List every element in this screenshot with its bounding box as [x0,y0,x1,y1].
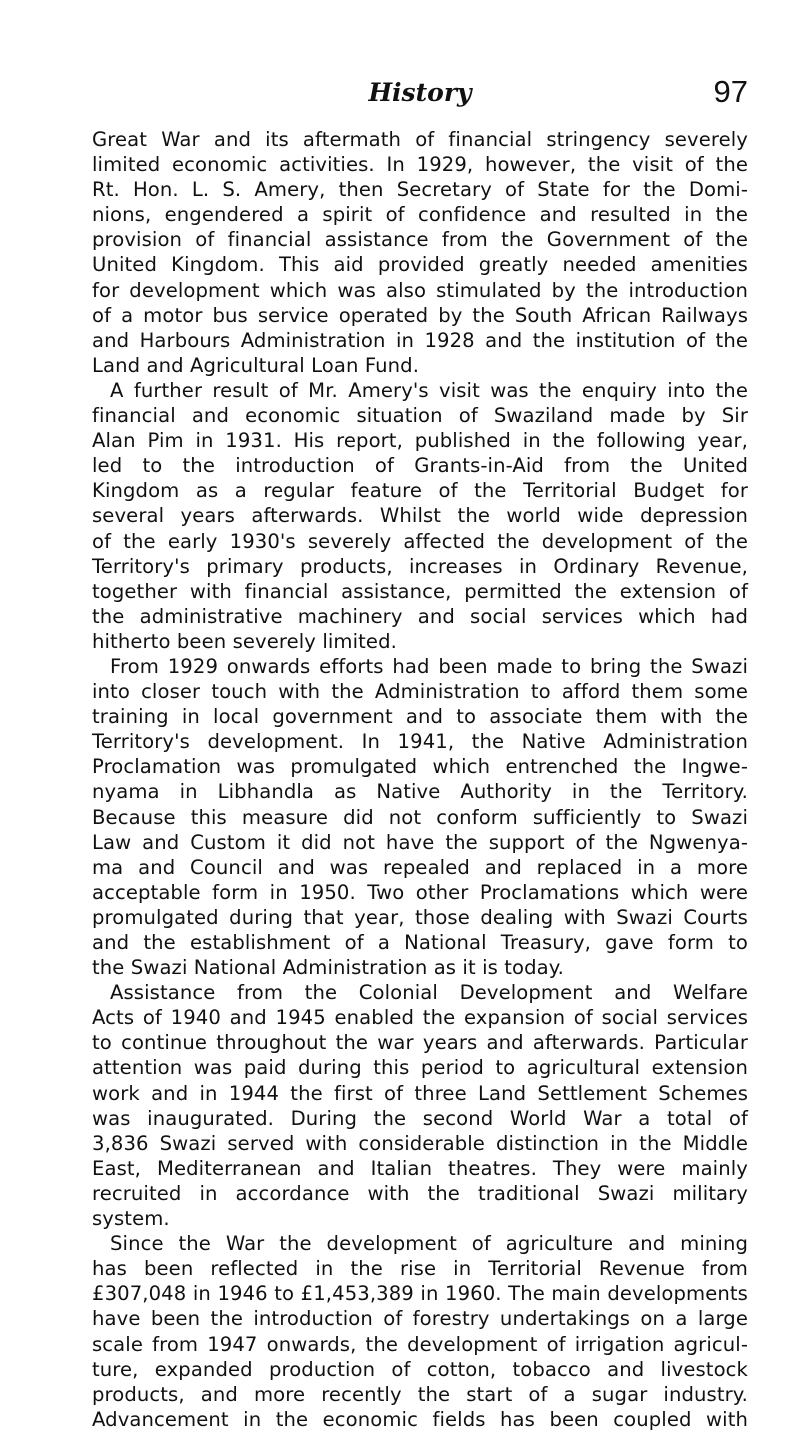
text-line: Great War and its aftermath of financial stringency severely [92,128,748,151]
running-title: History [368,78,472,107]
text-line: Law and Custom it did not have the support of the Ngwenya- [92,830,748,854]
text-line: recruited in accordance with the traditional Swazi military [92,1181,748,1205]
text-line: Assistance from the Colonial Development and Welfare [110,981,748,1005]
text-line: training in local government and to associate them with the [92,705,748,729]
text-line: United Kingdom. This aid provided greatly needed amenities [92,253,748,277]
text-line: Proclamation was promulgated which entrenched the Ingwe- [92,755,748,779]
text-line: Land and Agricultural Loan Fund. [92,353,420,377]
text-line: Rt. Hon. L. S. Amery, then Secretary of State for the Domi- [92,178,748,202]
text-line: work and in 1944 the first of three Land Settlement Schemes [92,1081,748,1105]
text-line: ma and Council and was repealed and replaced in a more [92,855,748,879]
text-line: limited economic activities. In 1929, however, the visit of the [92,153,748,177]
text-line: and Harbours Administration in 1928 and the institution of the [92,328,748,352]
text-line: A further result of Mr. Amery's visit was the enquiry into the [110,378,748,402]
text-line: provision of financial assistance from the Government of the [92,228,748,252]
paragraph [92,1231,748,1432]
text-line: to continue throughout the war years and afterwards. Particular [92,1031,748,1055]
text-line: Acts of 1940 and 1945 enabled the expansion of social services [92,1006,748,1030]
text-line: Territory's development. In 1941, the Native Administration [92,730,748,754]
text-line: led to the introduction of Grants-in-Aid from the United [92,454,748,478]
paragraph [92,980,748,1231]
text-line: the administrative machinery and social services which had [92,604,748,628]
paragraph [92,127,748,378]
text-line: financial and economic situation of Swaziland made by Sir [92,404,748,428]
text-line: 3,836 Swazi served with considerable distinction in the Middle [92,1131,748,1155]
text-line: and the establishment of a National Treasury, gave form to [92,931,748,954]
paragraph [92,654,748,980]
text-line: hitherto been severely limited. [92,629,397,653]
text-line: of the early 1930's severely affected the development of the [92,529,748,553]
text-line: into closer touch with the Administration to afford them some [92,680,748,704]
running-header [92,72,748,112]
text-line: was inaugurated. During the second World War a total of [92,1106,748,1130]
text-line: the Swazi National Administration as it is today. [92,956,565,980]
text-line: attention was paid during this period to agricultural extension [92,1056,748,1080]
text-line: Alan Pim in 1931. His report, published in the following year, [92,429,748,453]
text-line: Advancement in the economic fields has been coupled with [92,1407,748,1431]
text-line: several years afterwards. Whilst the world wide depression [92,504,748,528]
text-line: promulgated during that year, those dealing with Swazi Courts [92,905,748,929]
text-line: system. [92,1207,170,1231]
text-line: scale from 1947 onwards, the development of irrigation agricul- [92,1332,748,1356]
paragraph [92,378,748,654]
text-line: of a motor bus service operated by the South African Railways [92,303,748,327]
text-line: products, and more recently the start of a sugar industry. [92,1382,748,1406]
text-line: Because this measure did not conform sufficiently to Swazi [92,805,748,829]
text-line: has been reflected in the rise in Territorial Revenue from [92,1257,748,1281]
text-line: ture, expanded production of cotton, tobacco and livestock [92,1357,748,1381]
text-line: Kingdom as a regular feature of the Territorial Budget for [92,479,748,503]
text-line: for development which was also stimulated by the introduction [92,278,748,302]
text-line: nyama in Libhandla as Native Authority in the Territory. [92,780,748,804]
text-line: have been the introduction of forestry undertakings on a large [92,1307,748,1331]
text-line: Since the War the development of agriculture and mining [110,1232,748,1256]
body-text [92,127,748,1432]
text-line: From 1929 onwards efforts had been made to bring the Swazi [110,654,748,678]
text-line: £307,048 in 1946 to £1,453,389 in 1960. The main developments [92,1282,748,1306]
text-line: Territory's primary products, increases in Ordinary Revenue, [92,554,748,578]
text-line: acceptable form in 1950. Two other Proclamations which were [92,880,748,904]
text-line: nions, engendered a spirit of confidence and resulted in the [92,203,748,227]
text-line: together with financial assistance, permitted the extension of [92,579,748,603]
page-number: 97 [713,74,748,109]
text-line: East, Mediterranean and Italian theatres. They were mainly [92,1156,748,1180]
